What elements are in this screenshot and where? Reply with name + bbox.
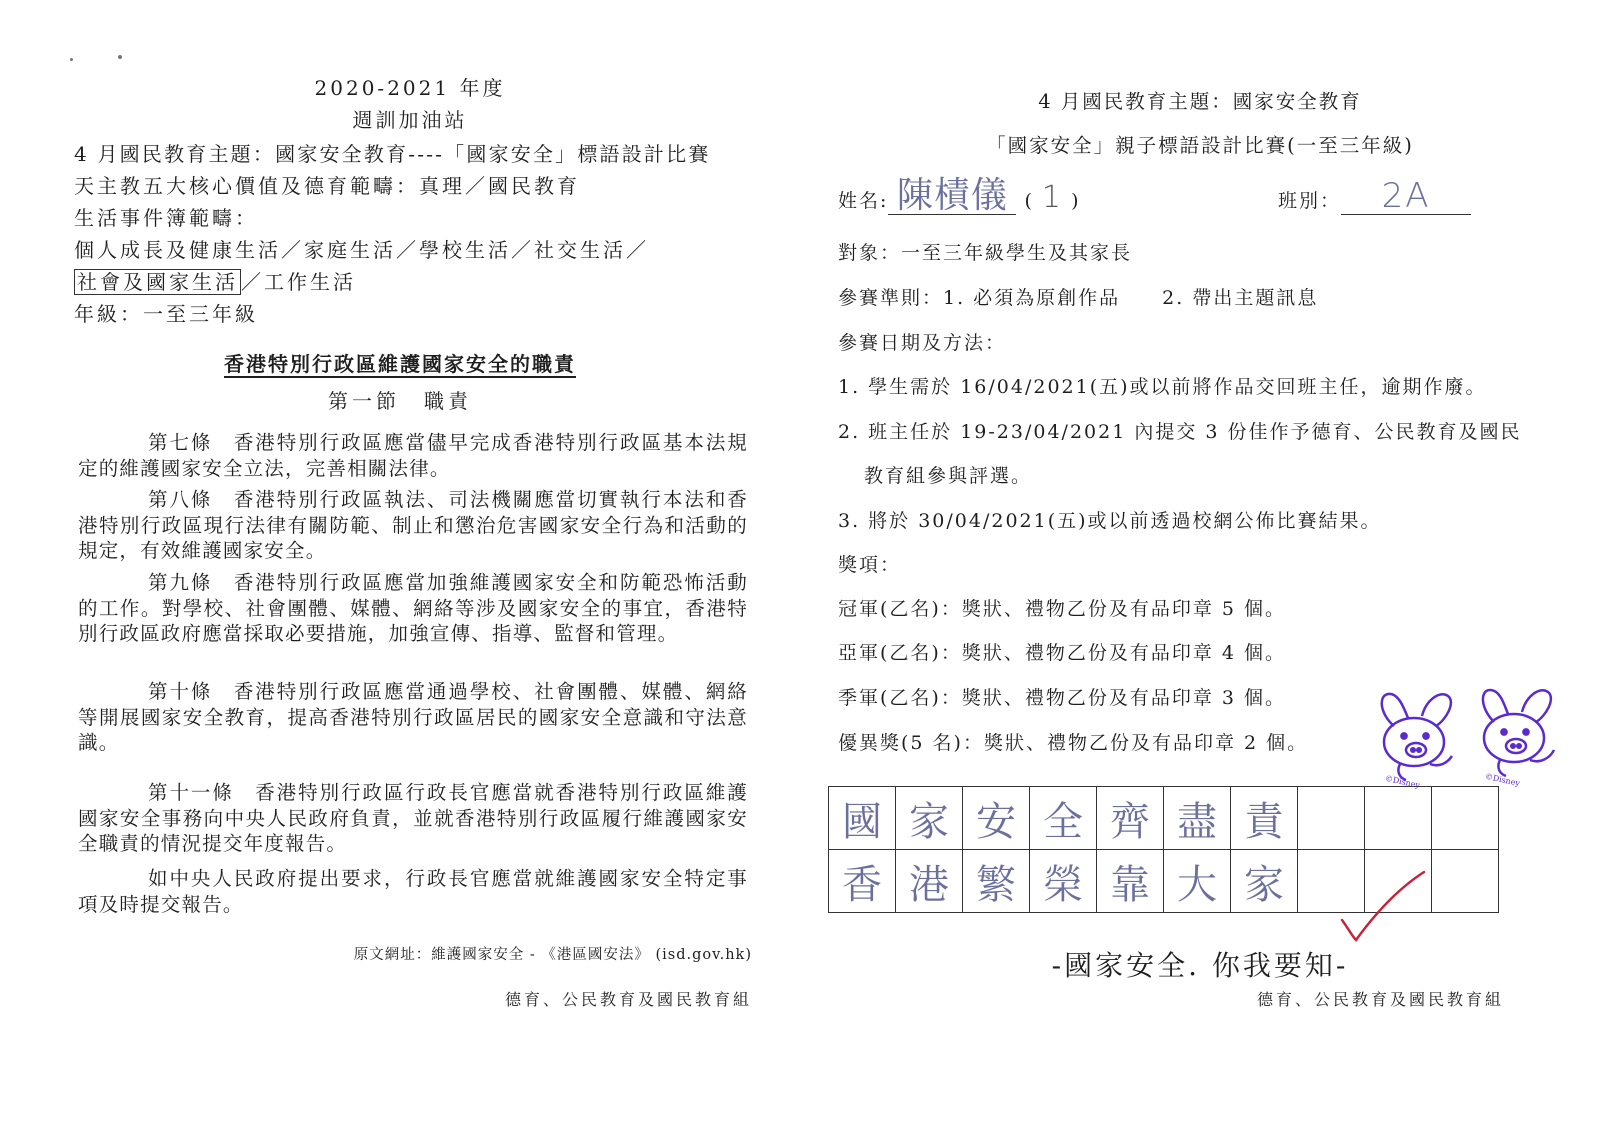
award-merit: 優異獎(5 名)：獎狀、禮物乙份及有品印章 2 個。 [838, 732, 1309, 754]
selected-category-box: 社會及國家生活 [74, 269, 241, 295]
slogan-cell: 香 [829, 850, 896, 913]
step-2-continued: 教育組參與評選。 [864, 465, 1033, 487]
article-10: 第十條 香港特別行政區應當通過學校、社會團體、媒體、網絡等開展國家安全教育，提高香港特別行政區居民的國家安全意識和守法意識。 [78, 680, 748, 754]
slogan-cell [1432, 850, 1499, 913]
article-8: 第八條 香港特別行政區執法、司法機關應當切實執行本法和香港特別行政區現行法律有關防範、制止和懲治危害國家安全行為和活動的規定，有效維護國家安全。 [78, 488, 748, 562]
competition-title: 「國家安全」親子標語設計比賽(一至三年級) [986, 134, 1414, 157]
date-method-label: 參賽日期及方法： [838, 332, 1007, 354]
slogan-cell [1365, 787, 1432, 850]
values-line: 天主教五大核心價值及德育範疇：真理／國民教育 [74, 174, 580, 198]
slogan-cell: 榮 [1030, 850, 1097, 913]
stamp-copyright: ©Disney [1384, 773, 1421, 790]
award-second-runner-up: 季軍(乙名)：獎狀、禮物乙份及有品印章 3 個。 [838, 687, 1286, 709]
slogan-cell: 大 [1164, 850, 1231, 913]
department-signature: 德育、公民教育及國民教育組 [1256, 990, 1504, 1009]
name-value: 陳樍儀 [888, 178, 1016, 215]
doc-title: 週訓加油站 [352, 108, 468, 132]
slogan-cell [1298, 787, 1365, 850]
checkmark-icon [1338, 868, 1428, 948]
target-line: 對象：一至三年級學生及其家長 [838, 242, 1133, 264]
step-3: 3. 將於 30/04/2021(五)或以前透過校網公佈比賽結果。 [838, 510, 1382, 532]
motto: -國家安全. 你我要知- [1051, 949, 1349, 982]
theme-line: 4 月國民教育主題：國家安全教育----「國家安全」標語設計比賽 [74, 142, 711, 166]
article-7: 第七條 香港特別行政區應當儘早完成香港特別行政區基本法規定的維護國家安全立法，完善相關法律。 [78, 431, 748, 480]
rules-line: 參賽準則：1. 必須為原創作品 2. 帶出主題訊息 [838, 287, 1319, 309]
seat-number: 1 [1041, 180, 1064, 215]
slogan-cell: 齊 [1097, 787, 1164, 850]
slogan-cell: 國 [829, 787, 896, 850]
slogan-row-1 [829, 787, 1499, 850]
slogan-cell: 港 [896, 850, 963, 913]
pig-stamp-icon [1370, 686, 1462, 790]
right-theme: 4 月國民教育主題：國家安全教育 [1038, 90, 1362, 113]
slogan-cell: 全 [1030, 787, 1097, 850]
slogan-cell: 盡 [1164, 787, 1231, 850]
award-champion: 冠軍(乙名)：獎狀、禮物乙份及有品印章 5 個。 [838, 598, 1286, 620]
slogan-cell: 靠 [1097, 850, 1164, 913]
award-first-runner-up: 亞軍(乙名)：獎狀、禮物乙份及有品印章 4 個。 [838, 642, 1286, 664]
article-11-addendum: 如中央人民政府提出要求，行政長官應當就維護國家安全特定事項及時提交報告。 [78, 867, 748, 916]
grade-line: 年級：一至三年級 [74, 302, 258, 326]
name-label: 姓名: [838, 190, 889, 212]
class-label: 班別： [1278, 190, 1342, 212]
slogan-cell [1432, 787, 1499, 850]
name-field [838, 175, 1081, 216]
law-heading: 香港特別行政區維護國家安全的職責 [224, 352, 576, 376]
class-field [1278, 178, 1471, 215]
right-page [800, 0, 1600, 1132]
awards-label: 獎項： [838, 554, 902, 576]
scan-speck [70, 58, 73, 61]
year-heading: 2020-2021 年度 [314, 76, 506, 100]
step-2: 2. 班主任於 19-23/04/2021 內提交 3 份佳作予德育、公民教育及國民 [838, 421, 1522, 443]
step-1: 1. 學生需於 16/04/2021(五)或以前將作品交回班主任，逾期作廢。 [838, 376, 1487, 398]
seat-close: ) [1071, 190, 1081, 212]
section-heading: 第一節 職責 [328, 389, 472, 413]
pig-stamp-icon [1468, 682, 1564, 788]
slogan-cell: 繁 [963, 850, 1030, 913]
slogan-cell: 家 [896, 787, 963, 850]
stamp-copyright: ©Disney [1484, 771, 1521, 788]
slogan-cell: 家 [1231, 850, 1298, 913]
source-link: 原文網址：維護國家安全 - 《港區國安法》 (isd.gov.hk) [353, 947, 752, 963]
article-9: 第九條 香港特別行政區應當加強維護國家安全和防範恐怖活動的工作。對學校、社會團體、媒體、網絡等涉及國家安全的事宜，香港特別行政區政府應當採取必要措施，加強宣傳、指導、監督和管理。 [78, 571, 748, 645]
slogan-cell: 安 [963, 787, 1030, 850]
life-events-items-2 [74, 266, 356, 295]
article-11: 第十一條 香港特別行政區行政長官應當就香港特別行政區維護國家安全事務向中央人民政府負責，並就香港特別行政區履行維護國家安全職責的情況提交年度報告。 [78, 781, 748, 855]
class-value: 2A [1341, 178, 1471, 215]
seat-open: ( [1024, 190, 1034, 212]
life-events-items: 個人成長及健康生活／家庭生活／學校生活／社交生活／ [74, 238, 649, 262]
slogan-cell: 責 [1231, 787, 1298, 850]
life-events-rest: ／工作生活 [241, 270, 356, 294]
department-signature: 德育、公民教育及國民教育組 [504, 990, 752, 1009]
scan-speck [118, 55, 122, 59]
life-events-label: 生活事件簿範疇： [74, 206, 258, 230]
